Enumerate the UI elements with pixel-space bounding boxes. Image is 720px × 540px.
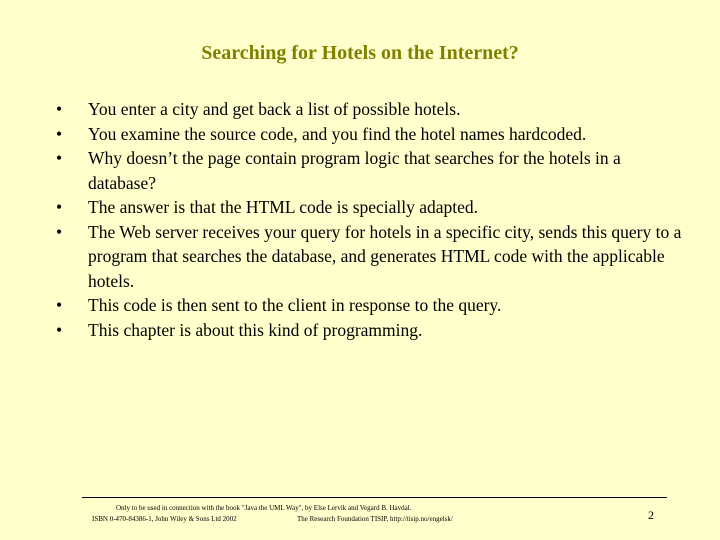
bullet-item	[54, 97, 684, 122]
bullet-text: You examine the source code, and you find the hotel names hardcoded.	[88, 123, 587, 144]
bullet-icon: •	[56, 148, 63, 168]
bullet-item	[54, 293, 684, 318]
bullet-text: The Web server receives your query for hotels in a specific city, sends this query to a program that searches the database, and generates HTML code with the applicable hotels.	[88, 221, 682, 291]
bullet-icon: •	[56, 123, 63, 144]
bullet-icon: •	[56, 319, 63, 340]
bullet-item	[54, 220, 684, 294]
bullet-list	[54, 97, 684, 342]
slide-title: Searching for Hotels on the Internet?	[201, 42, 519, 64]
bullet-text: This code is then sent to the client in response to the query.	[88, 295, 502, 315]
page-number: 2	[648, 508, 654, 522]
bullet-icon: •	[56, 295, 63, 315]
footer-credits	[92, 503, 522, 525]
bullet-text: The answer is that the HTML code is specially adapted.	[88, 197, 479, 217]
footer-divider	[82, 497, 667, 498]
bullet-icon: •	[56, 221, 63, 242]
bullet-item	[54, 195, 684, 220]
bullet-item	[54, 318, 684, 343]
bullet-icon: •	[56, 99, 63, 119]
bullet-text: Why doesn’t the page contain program logic that searches for the hotels in a database?	[88, 148, 621, 193]
footer-source-line	[92, 514, 522, 525]
bullet-item	[54, 122, 684, 147]
bullet-icon: •	[56, 197, 63, 217]
bullet-text: You enter a city and get back a list of possible hotels.	[88, 99, 461, 119]
footer-copyright-note: Only to be used in connection with the book "Java the UML Way", by Else Lervik and Vegard B. Havdal.	[116, 504, 412, 512]
footer-isbn: ISBN 0-470-84386-1, John Wiley & Sons Ltd 2002	[92, 515, 237, 523]
bullet-item	[54, 146, 684, 195]
bullet-text: This chapter is about this kind of programming.	[88, 319, 423, 340]
footer-publisher: The Research Foundation TISIP, http://tisip.no/engelsk/	[297, 515, 453, 523]
